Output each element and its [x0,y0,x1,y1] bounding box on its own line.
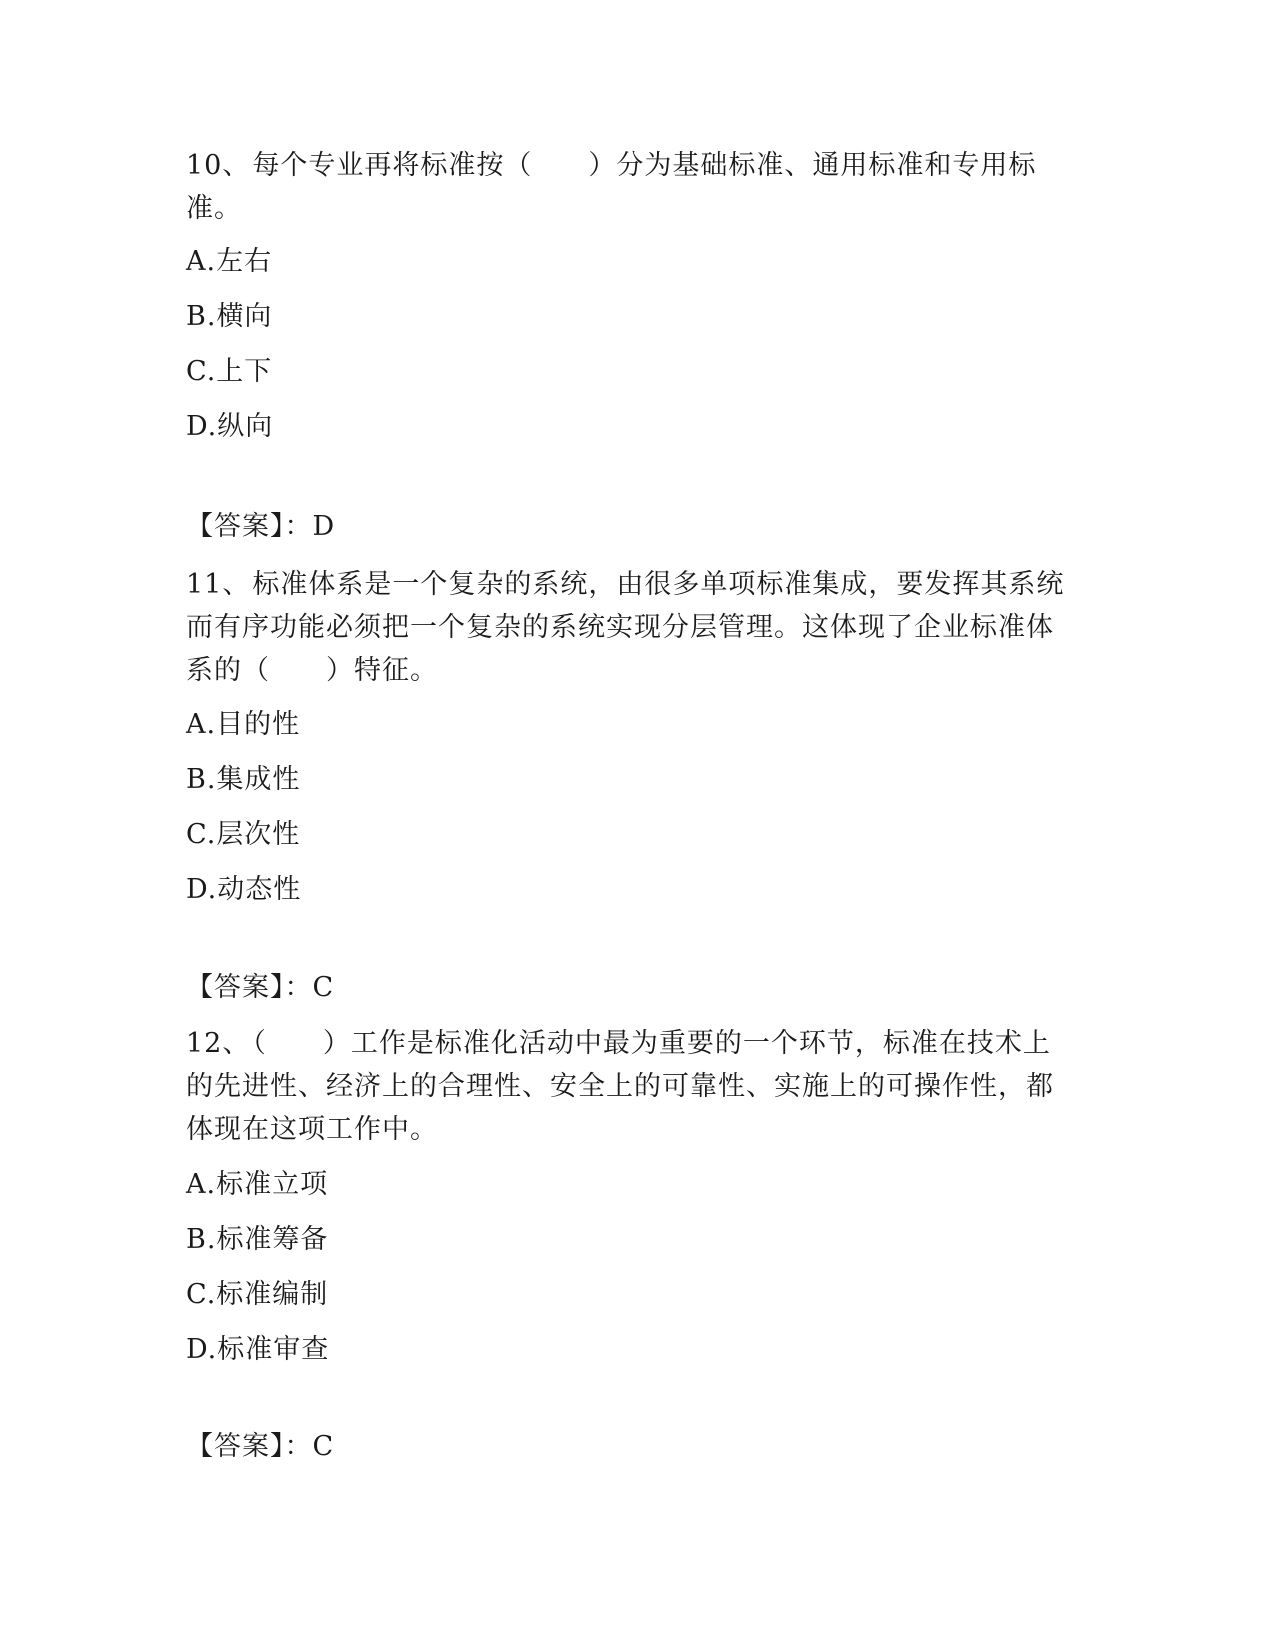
option-a [186,1169,328,1201]
option-label: B. [186,1224,217,1255]
option-label: C. [186,1279,217,1310]
option-label: C. [186,356,217,387]
option-text: 标准审查 [217,1334,330,1365]
question-text: 标准体系是一个复杂的系统，由很多单项标准集成，要发挥其系统而有序功能必须把一个复杂的系统实现分层管理。这体现了企业标准体系的（ ）特征。 [186,569,1065,686]
option-d [186,411,273,443]
option-text: 标准立项 [216,1169,329,1200]
question-number: 10、 [186,150,251,181]
answer-label: 【答案】： [186,972,313,1003]
option-text: 左右 [216,246,273,277]
option-label: A. [186,709,217,740]
option-text: 动态性 [217,874,302,905]
answer-value: C [312,1431,335,1462]
question-11 [186,563,1066,692]
option-label: D. [186,874,218,905]
option-d [186,874,301,906]
option-label: D. [186,1334,218,1365]
option-b [186,1224,328,1256]
question-stem [186,563,1066,692]
answer-line [186,1431,334,1463]
question-number: 11、 [186,569,251,600]
option-b [186,764,300,796]
answer-label: 【答案】： [186,511,313,542]
question-text: 每个专业再将标准按（ ）分为基础标准、通用标准和专用标准。 [186,150,1037,224]
option-text: 标准编制 [216,1279,329,1310]
question-stem [186,1022,1066,1151]
option-d [186,1334,329,1366]
option-text: 集成性 [216,764,301,795]
option-label: B. [186,764,217,795]
answer-value: D [312,511,336,542]
option-text: 横向 [216,301,273,332]
option-text: 目的性 [216,709,301,740]
answer-value: C [312,972,335,1003]
option-b [186,301,272,333]
option-text: 标准筹备 [216,1224,329,1255]
option-c [186,819,300,851]
option-label: A. [186,246,217,277]
question-text: （ ）工作是标准化活动中最为重要的一个环节，标准在技术上的先进性、经济上的合理性、安全上的可靠性、实施上的可操作性，都体现在这项工作中。 [186,1028,1054,1145]
option-c [186,356,272,388]
answer-line [186,972,334,1004]
option-label: A. [186,1169,217,1200]
option-text: 上下 [216,356,273,387]
option-c [186,1279,328,1311]
question-12 [186,1022,1066,1151]
question-10 [186,144,1066,230]
option-text: 纵向 [217,411,274,442]
option-label: D. [186,411,218,442]
option-label: B. [186,301,217,332]
option-text: 层次性 [216,819,301,850]
answer-line [186,511,335,543]
option-label: C. [186,819,217,850]
answer-label: 【答案】： [186,1431,313,1462]
question-number: 12、 [186,1028,251,1059]
question-stem [186,144,1066,230]
option-a [186,709,300,741]
option-a [186,246,272,278]
